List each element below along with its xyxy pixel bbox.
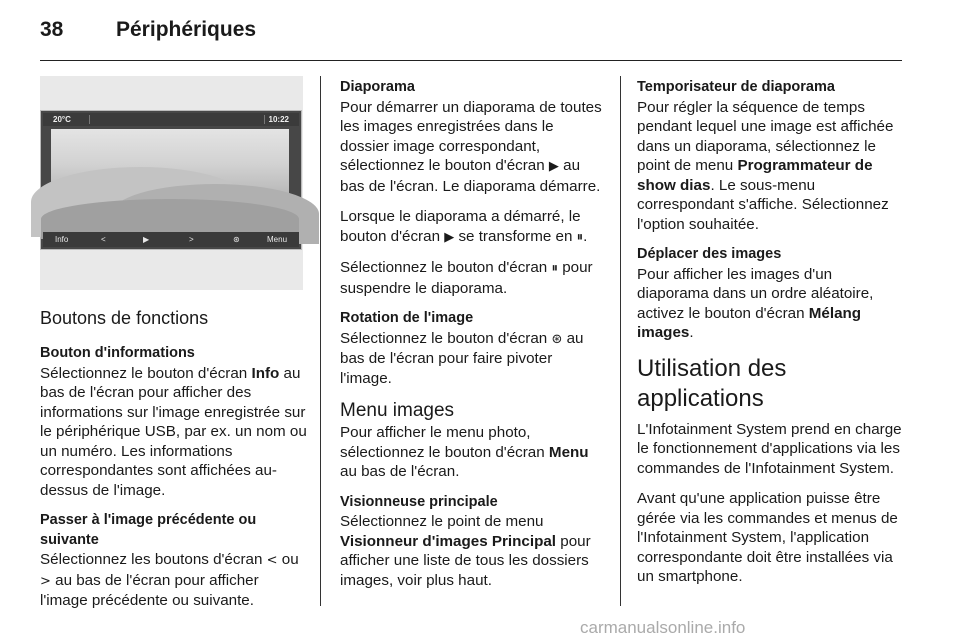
subheading: Visionneuse principale — [340, 493, 498, 510]
subheading: Diaporama — [340, 79, 415, 95]
paragraph: Lorsque le diaporama a démarré, le bouton d'écran ▶ se transforme en ⏸. — [340, 208, 588, 245]
column-1 — [40, 306, 308, 622]
paragraph: Pour régler la séquence de temps pendant lequel une image est affichée dans un diaporama, sélectionnez le point de menu Programmateur de show dias. Le sous-menu correspondant s'affiche. Sélectionnez l'option souhaitée. — [637, 98, 894, 233]
menu-button[interactable]: Menu — [267, 235, 288, 244]
column-divider — [620, 76, 621, 606]
previous-button[interactable]: < — [101, 235, 106, 244]
watermark: carmanualsonline.info — [580, 618, 746, 637]
paragraph: L'Infotainment System prend en charge le fonctionnement d'applications via les commandes de l'Infotainment System. — [637, 420, 902, 477]
page-header — [40, 18, 256, 42]
section-heading: Boutons de fonctions — [40, 308, 209, 328]
subheading: Passer à l'image précédente ou suivante — [40, 512, 257, 548]
screen-illustration — [40, 76, 303, 290]
next-button[interactable]: > — [189, 235, 194, 244]
paragraph: Sélectionnez le point de menu Visionneur d'images Principal pour afficher une liste de tous les dossiers images, voir plus haut. — [340, 513, 591, 589]
subheading: Bouton d'informations — [40, 345, 195, 361]
page-number: 38 — [40, 18, 64, 41]
photo-landscape — [51, 129, 289, 229]
screen-button-bar — [43, 232, 299, 247]
section-heading: Menu images — [340, 400, 455, 421]
paragraph: Sélectionnez les boutons d'écran < ou > au bas de l'écran pour afficher l'image précédente ou suivante. — [40, 551, 299, 609]
clock-display: 10:22 — [268, 115, 289, 124]
paragraph: Avant qu'une application puisse être gérée via les commandes et menus de l'Infotainment System, l'application correspondante doit être installées via un smartphone. — [637, 490, 898, 585]
column-3 — [637, 78, 903, 598]
paragraph: Sélectionnez le bouton d'écran Info au bas de l'écran pour afficher des informations sur l'image enregistrée sur le périphérique USB, par ex. un nom ou un numéro. Les informations correspondantes sont affichées au-dessus de l'image. — [40, 364, 307, 499]
screen-status-bar — [43, 113, 299, 126]
column-divider — [320, 76, 321, 606]
chapter-heading: Utilisation des applications — [637, 354, 787, 412]
info-button[interactable]: Info — [55, 235, 69, 244]
paragraph: Pour afficher les images d'un diaporama dans un ordre aléatoire, activez le bouton d'écran Mélang images. — [637, 265, 874, 341]
paragraph: Pour afficher le menu photo, sélectionnez le bouton d'écran Menu au bas de l'écran. — [340, 424, 589, 480]
paragraph: Pour démarrer un diaporama de toutes les images enregistrées dans le dossier image correspondant, sélectionnez le bouton d'écran ▶ au bas de l'écran. Le diaporama démarre. — [340, 98, 602, 195]
page-title: Périphériques — [116, 18, 257, 41]
paragraph: Sélectionnez le bouton d'écran ⊛ au bas de l'écran pour faire pivoter l'image. — [340, 329, 584, 387]
play-button[interactable]: ▶ — [143, 235, 150, 244]
subheading: Déplacer des images — [637, 246, 782, 262]
rotate-button[interactable]: ⊛ — [233, 235, 240, 244]
infotainment-screen — [40, 110, 302, 250]
subheading: Temporisateur de diaporama — [637, 79, 835, 95]
header-rule — [40, 60, 902, 61]
temperature-display: 20°C — [53, 115, 71, 124]
paragraph: Sélectionnez le bouton d'écran ⏸ pour suspendre le diaporama. — [340, 259, 593, 297]
subheading: Rotation de l'image — [340, 310, 474, 326]
column-2 — [340, 78, 604, 601]
